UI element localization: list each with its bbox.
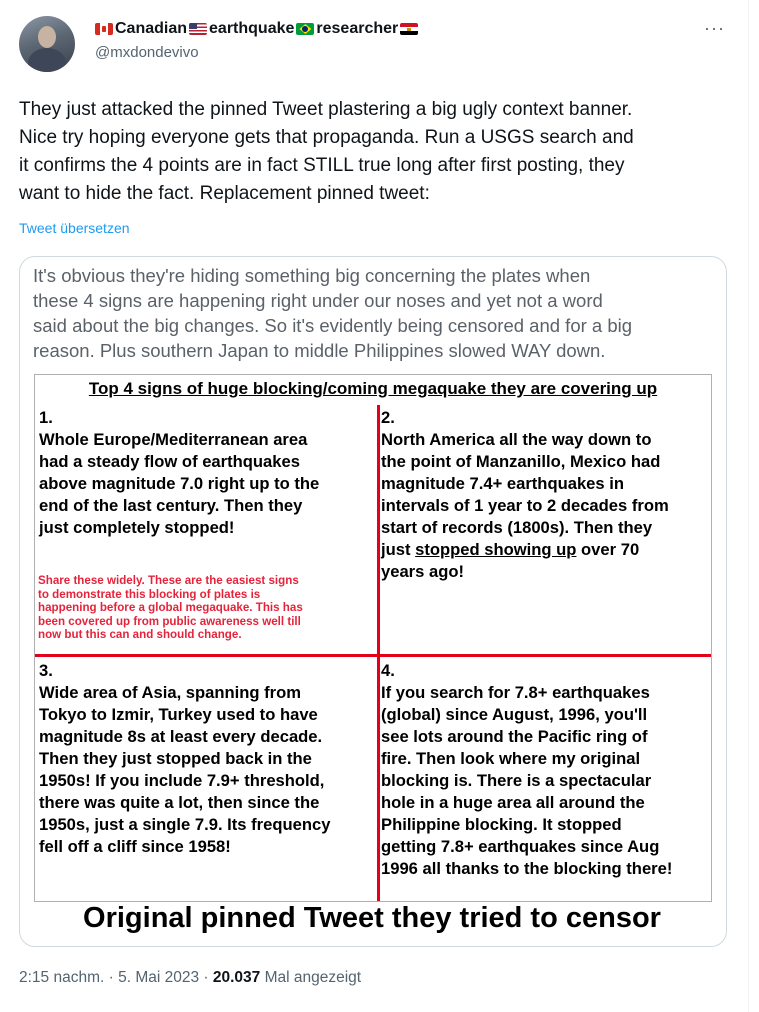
flag-usa-icon (189, 23, 207, 35)
flag-brazil-icon (296, 23, 314, 35)
poster-panel (34, 374, 712, 902)
view-count-label: Mal angezeigt (260, 969, 362, 986)
media-intro-text: It's obvious they're hiding something big concerning the plates when these 4 signs are happening right under our noses and yet not a word said about the big changes. So it's evidently being censored and for a big reason. Plus southern Japan to middle Philippines slowed WAY down. (33, 265, 633, 361)
author-name-part-1: Canadian (115, 20, 188, 37)
tweet-date-link[interactable]: 5. Mai 2023 (118, 969, 200, 986)
flag-canada-icon (95, 23, 113, 35)
tweet-time-link[interactable]: 2:15 nachm. (19, 969, 105, 986)
meta-separator-1: · (104, 969, 119, 986)
poster-point-2 (381, 407, 711, 583)
poster-point-1: 1. Whole Europe/Mediterranean area had a steady flow of earthquakes above magnitude 7.0 right up to the end of the last century. Then they just completely stopped! (39, 408, 320, 537)
tweet-media-image[interactable] (19, 256, 727, 947)
poster-horizontal-divider (35, 654, 711, 657)
tweet-text: They just attacked the pinned Tweet plastering a big ugly context banner. Nice try hoping everyone gets that propaganda. Run a USGS search and it confirms the 4 points are in fact STILL true long after first posting, they want to hide the fact. Replacement pinned tweet: (19, 99, 634, 204)
avatar[interactable] (19, 16, 75, 72)
poster-footer-caption: Original pinned Tweet they tried to censor (83, 902, 661, 934)
poster-title: Top 4 signs of huge blocking/coming megaquake they are covering up (88, 379, 658, 398)
avatar-body-shape (28, 48, 66, 72)
author-name-part-2: earthquake (209, 20, 295, 37)
author-name[interactable] (95, 20, 418, 38)
more-options-icon[interactable]: ··· (704, 18, 725, 38)
column-divider (748, 0, 749, 1012)
poster-point-2-text-a: 2. North America all the way down to the point of Manzanillo, Mexico had magnitude 7.4+ earthquakes in intervals of 1 year to 2 decades from start of records (1800s). Then they just (381, 408, 669, 559)
translate-tweet-link[interactable]: Tweet übersetzen (19, 220, 130, 236)
flag-egypt-icon (400, 23, 418, 35)
meta-separator-2: · (199, 969, 213, 986)
avatar-head-shape (38, 26, 56, 48)
author-block[interactable] (95, 20, 418, 61)
poster-vertical-divider (377, 405, 380, 901)
poster-point-3: 3. Wide area of Asia, spanning from Tokyo to Izmir, Turkey used to have magnitude 8s at least every decade. Then they just stopped back in the 1950s! If you include 7.9+ threshold, there was quite a lot, then since the 1950s, just a single 7.9. Its frequency fell off a cliff since 1958! (39, 661, 331, 856)
poster-point-4: 4. If you search for 7.8+ earthquakes (global) since August, 1996, you'll see lots around the Pacific ring of fire. Then look where my original blocking is. There is a spectacular hole in a huge area all around the Philippine blocking. It stopped getting 7.8+ earthquakes since Aug 1996 all thanks to the blocking there! (381, 661, 673, 878)
poster-point-2-underlined: stopped showing up (415, 540, 577, 559)
author-name-part-3: researcher (316, 20, 399, 37)
poster-point-2-text-b: over 70 years ago! (381, 540, 640, 581)
tweet-meta (19, 969, 361, 987)
poster-share-note: Share these widely. These are the easiest signs to demonstrate this blocking of plates is happening before a global megaquake. This has been covered up from public awareness well till now but this can and should change. (38, 574, 303, 641)
view-count[interactable]: 20.037 (212, 969, 261, 986)
author-handle[interactable]: @mxdondevivo (95, 44, 199, 61)
